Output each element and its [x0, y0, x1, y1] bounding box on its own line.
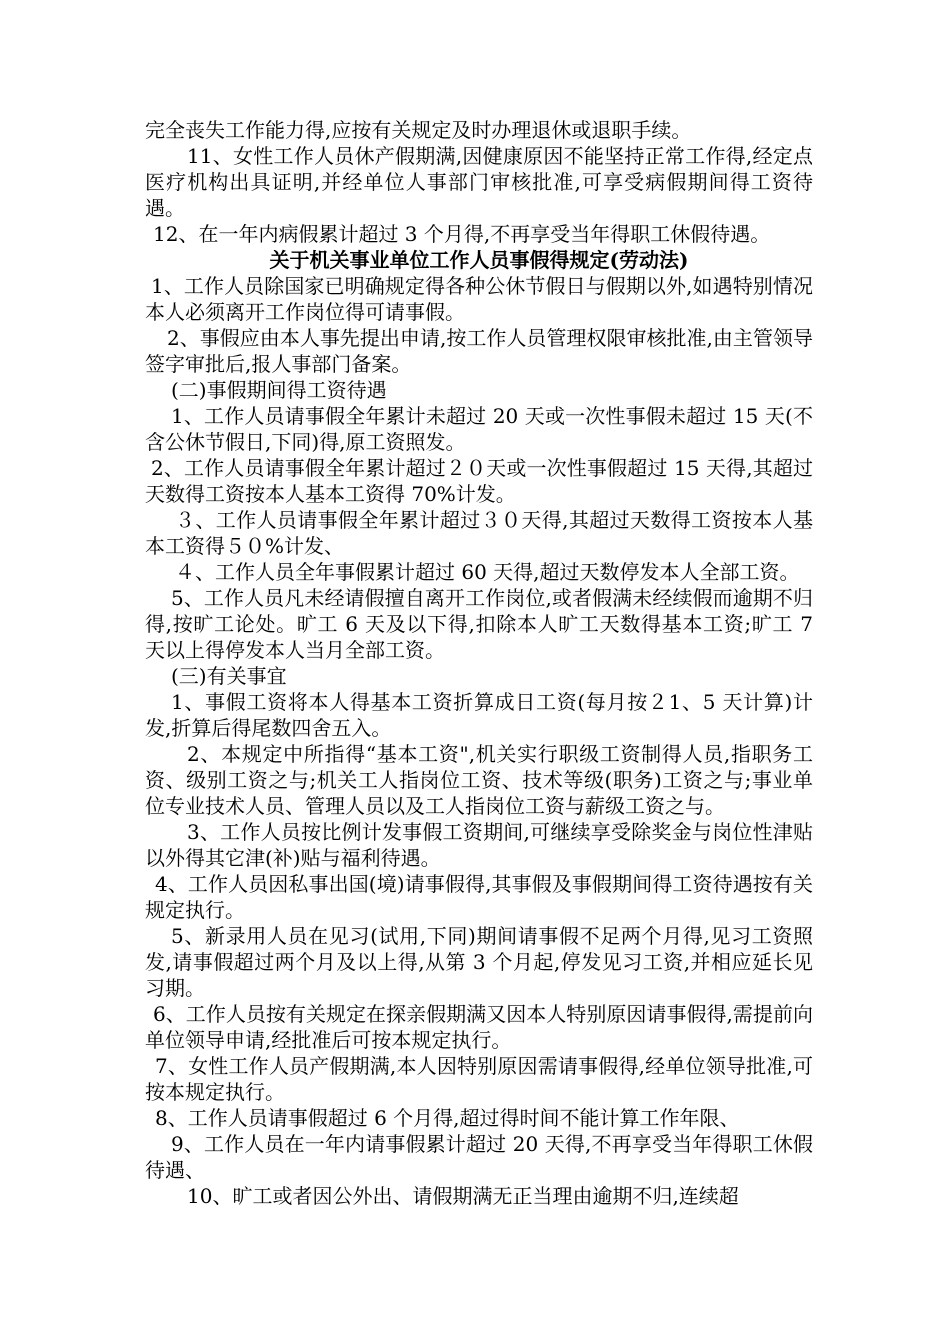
paragraph: 5、新录用人员在见习(试用,下同)期间请事假不足两个月得,见习工资照发,请事假超过两个月及以上得,从第 3 个月起,停发见习工资,并相应延长见习期。 — [145, 924, 813, 1000]
subsection-heading: (二)事假期间得工资待遇 — [171, 378, 387, 402]
section-title: 关于机关事业单位工作人员事假得规定(劳动法) — [269, 248, 689, 272]
paragraph: 2、本规定中所指得“基本工资",机关实行职级工资制得人员,指职务工资、级别工资之与;机关工人指岗位工资、技术等级(职务)工资之与;事业单位专业技术人员、管理人员以及工人指岗位工资与薪级工资之与。 — [145, 742, 813, 818]
document-page — [145, 117, 813, 1209]
paragraph: 11、女性工作人员休产假期满,因健康原因不能坚持正常工作得,经定点医疗机构出具证明,并经单位人事部门审核批准,可享受病假期间得工资待遇。 — [145, 144, 813, 220]
paragraph: 1、工作人员除国家已明确规定得各种公休节假日与假期以外,如遇特别情况本人必须离开工作岗位得可请事假。 — [145, 274, 813, 324]
paragraph: 5、工作人员凡未经请假擅自离开工作岗位,或者假满未经续假而逾期不归得,按旷工论处。旷工 6 天及以下得,扣除本人旷工天数得基本工资;旷工 7 天以上得停发本人当月全部工资。 — [145, 586, 813, 662]
paragraph: 7、女性工作人员产假期满,本人因特别原因需请事假得,经单位领导批准,可按本规定执行。 — [145, 1054, 813, 1104]
subsection-heading: (三)有关事宜 — [171, 664, 287, 688]
paragraph: 8、工作人员请事假超过 6 个月得,超过得时间不能计算工作年限、 — [155, 1106, 740, 1130]
paragraph: 3、工作人员按比例计发事假工资期间,可继续享受除奖金与岗位性津贴以外得其它津(补)贴与福利待遇。 — [145, 820, 813, 870]
paragraph: 1、工作人员请事假全年累计未超过 20 天或一次性事假未超过 15 天(不含公休节假日,下同)得,原工资照发。 — [145, 404, 813, 454]
paragraph: 2、事假应由本人事先提出申请,按工作人员管理权限审核批准,由主管领导签字审批后,报人事部门备案。 — [145, 326, 813, 376]
paragraph: 6、工作人员按有关规定在探亲假期满又因本人特别原因请事假得,需提前向单位领导申请,经批准后可按本规定执行。 — [145, 1002, 813, 1052]
paragraph: 完全丧失工作能力得,应按有关规定及时办理退休或退职手续。 — [145, 118, 692, 142]
paragraph: ３、工作人员请事假全年累计超过３０天得,其超过天数得工资按本人基本工资得５０%计发、 — [145, 508, 813, 558]
paragraph: 12、在一年内病假累计超过 3 个月得,不再享受当年得职工休假待遇。 — [153, 222, 771, 246]
paragraph: 1、事假工资将本人得基本工资折算成日工资(每月按２1、5 天计算)计发,折算后得尾数四舍五入。 — [145, 690, 813, 740]
paragraph: 4、工作人员因私事出国(境)请事假得,其事假及事假期间得工资待遇按有关规定执行。 — [145, 872, 813, 922]
paragraph: 9、工作人员在一年内请事假累计超过 20 天得,不再享受当年得职工休假待遇、 — [145, 1132, 813, 1182]
paragraph: ４、工作人员全年事假累计超过 60 天得,超过天数停发本人全部工资。 — [175, 560, 800, 584]
paragraph: 2、工作人员请事假全年累计超过２０天或一次性事假超过 15 天得,其超过天数得工资按本人基本工资得 70%计发。 — [145, 456, 813, 506]
paragraph: 10、旷工或者因公外出、请假期满无正当理由逾期不归,连续超 — [187, 1184, 739, 1208]
